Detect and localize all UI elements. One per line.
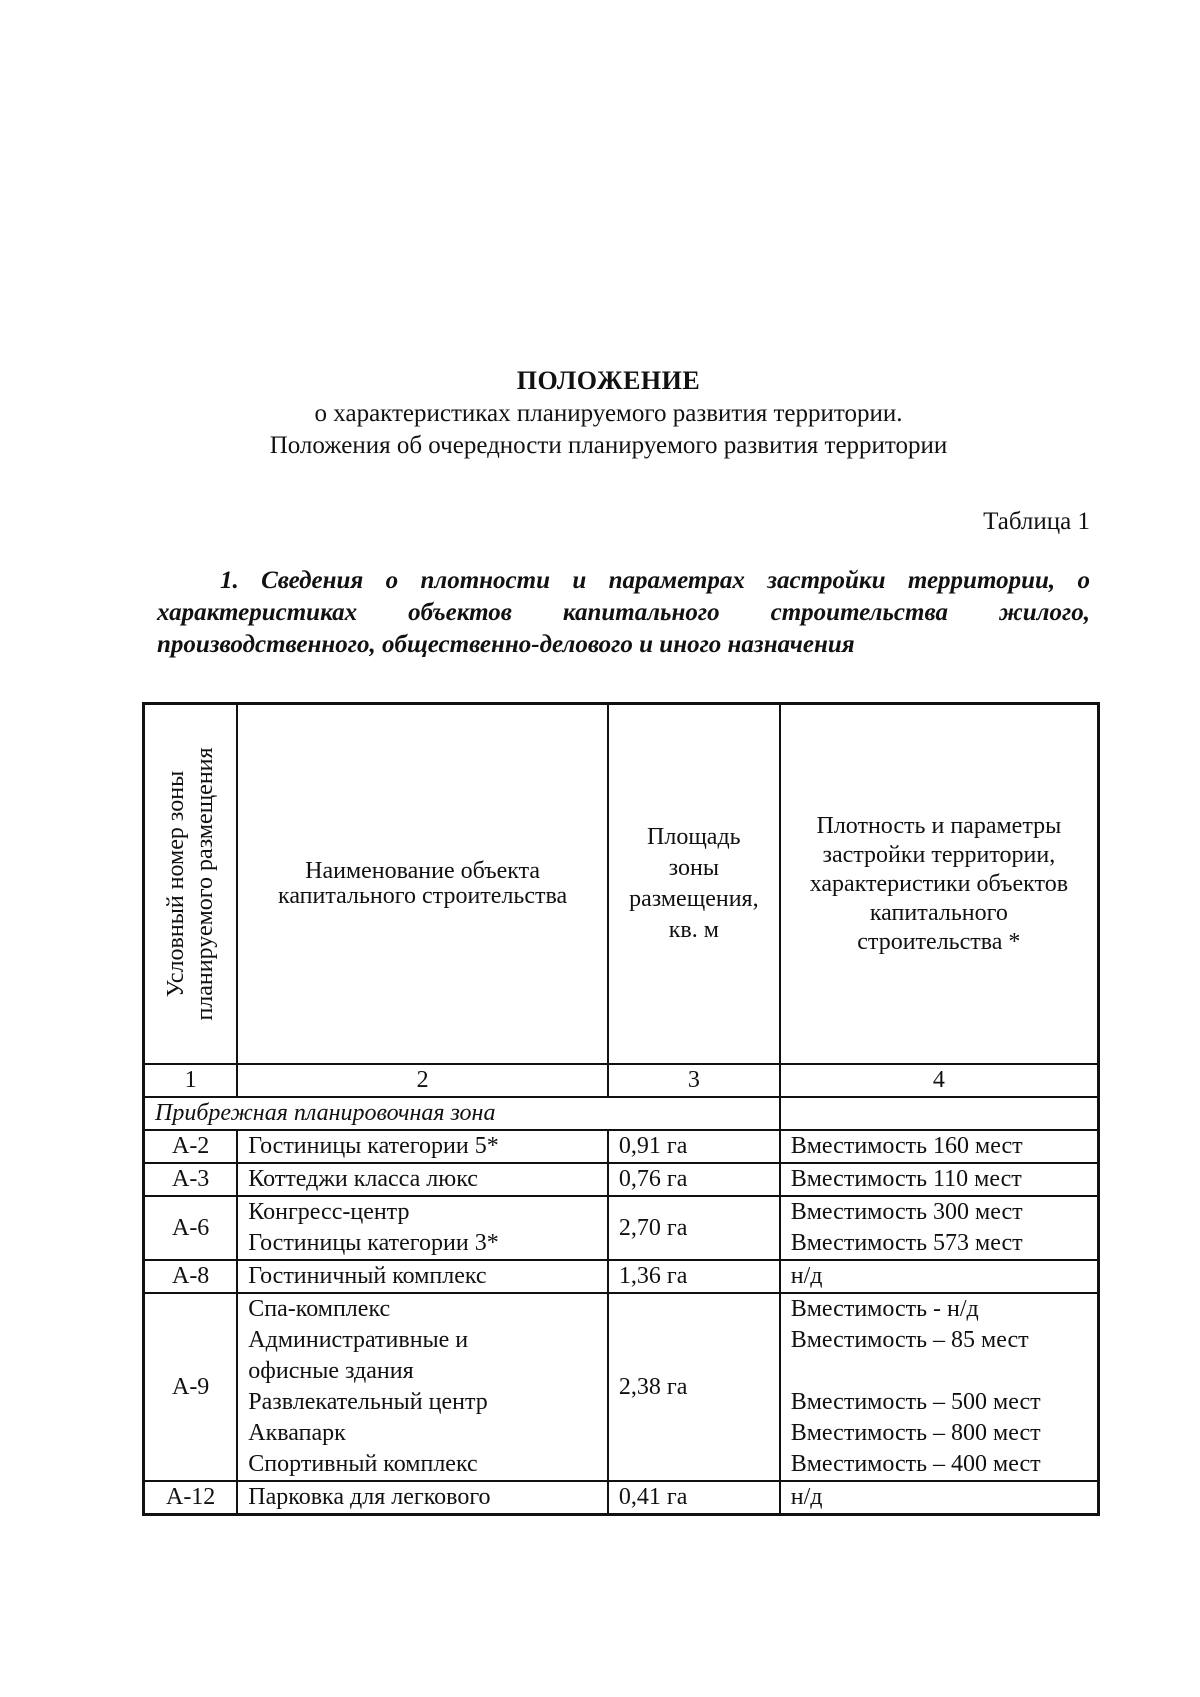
object-parameters-line: Вместимость – 800 мест (790, 1420, 1041, 1446)
header-parameters-l1: Плотность и параметры (816, 812, 1062, 839)
zone-code: А-6 (144, 1196, 238, 1260)
header-zone-number (144, 704, 238, 1065)
column-number: 4 (780, 1064, 1099, 1097)
object-name-line: Спа-комплекс (248, 1296, 391, 1322)
zone-code: А-9 (144, 1293, 238, 1481)
object-name-line: Аквапарк (248, 1420, 346, 1446)
zone-area: 1,36 га (608, 1260, 780, 1293)
column-numbers-row (144, 1064, 1099, 1097)
object-parameters-line: Вместимость 573 мест (790, 1230, 1023, 1256)
object-name: Гостиничный комплекс (237, 1260, 608, 1293)
zone-area: 2,38 га (608, 1293, 780, 1481)
object-parameters-line: Вместимость - н/д (790, 1296, 979, 1322)
section-heading-line2: характеристиках объектов капитального строительства жилого, (157, 599, 1090, 626)
object-name (237, 1293, 608, 1481)
table-row (144, 1260, 1099, 1293)
header-parameters-l2: застройки территории, (822, 841, 1056, 868)
header-parameters-l4: капитального (869, 899, 1008, 926)
object-name-line: офисные здания (248, 1358, 414, 1384)
table-row (144, 1130, 1099, 1163)
object-parameters (780, 1293, 1099, 1481)
object-name: Парковка для легкового (237, 1481, 608, 1515)
zone-area: 0,91 га (608, 1130, 780, 1163)
header-area-l1: Площадь (647, 824, 741, 850)
header-area-l3: размещения, (629, 886, 759, 912)
zone-area: 0,76 га (608, 1163, 780, 1196)
header-parameters-l3: характеристики объектов (809, 870, 1069, 897)
table-row (144, 1163, 1099, 1196)
table-label: Таблица 1 (983, 508, 1090, 535)
parameters-table (142, 702, 1100, 1516)
object-parameters-line: Вместимость – 500 мест (790, 1389, 1041, 1415)
object-parameters-gap (791, 1356, 1087, 1387)
object-parameters-line: Вместимость – 400 мест (790, 1451, 1041, 1477)
object-parameters-line: Вместимость 300 мест (790, 1199, 1023, 1225)
object-parameters-line: Вместимость – 85 мест (790, 1327, 1029, 1353)
header-object-name (237, 704, 608, 1065)
zone-code: А-3 (144, 1163, 238, 1196)
zone-row (144, 1097, 1099, 1130)
zone-area: 0,41 га (608, 1481, 780, 1515)
object-name-line: Административные и (248, 1327, 469, 1353)
header-area-l2: зоны (668, 855, 719, 881)
zone-code: А-12 (144, 1481, 238, 1515)
object-parameters: Вместимость 160 мест (780, 1130, 1099, 1163)
column-number: 1 (144, 1064, 238, 1097)
header-parameters-l5: строительства * (857, 928, 1021, 955)
table-header-row (144, 704, 1099, 1065)
column-number: 3 (608, 1064, 780, 1097)
header-zone-number-line1: Условный номер зоны (162, 770, 189, 998)
object-parameters: н/д (780, 1260, 1099, 1293)
object-name: Гостиницы категории 5* (237, 1130, 608, 1163)
table-row (144, 1481, 1099, 1515)
column-number: 2 (237, 1064, 608, 1097)
section-heading-line3: производственного, общественно-делового и иного назначения (157, 631, 855, 658)
zone-code: А-2 (144, 1130, 238, 1163)
header-parameters (780, 704, 1099, 1065)
header-object-name-text: Наименование объекта капитального строительства (278, 858, 568, 909)
object-name-line: Развлекательный центр (248, 1389, 488, 1415)
header-area (608, 704, 780, 1065)
header-area-l4: кв. м (668, 917, 719, 943)
object-name (237, 1196, 608, 1260)
object-parameters (780, 1196, 1099, 1260)
object-name: Коттеджи класса люкс (237, 1163, 608, 1196)
section-heading (157, 565, 1090, 661)
header-zone-number-line2: планируемого размещения (191, 747, 218, 1021)
document-subtitle-line1: о характеристиках планируемого развития территории. (314, 400, 903, 427)
object-name-line: Спортивный комплекс (248, 1451, 478, 1477)
object-name-line: Конгресс-центр (248, 1199, 410, 1225)
object-name-line: Гостиницы категории 3* (248, 1230, 499, 1256)
document-subtitle-line2: Положения об очередности планируемого развития территории (269, 432, 948, 459)
zone-empty-cell (780, 1097, 1099, 1130)
object-parameters: н/д (780, 1481, 1099, 1515)
object-parameters: Вместимость 110 мест (780, 1163, 1099, 1196)
zone-code: А-8 (144, 1260, 238, 1293)
table-row (144, 1196, 1099, 1260)
table-row (144, 1293, 1099, 1481)
section-heading-line1: 1. Сведения о плотности и параметрах застройки территории, о (220, 567, 1090, 594)
zone-name: Прибрежная планировочная зона (144, 1097, 780, 1130)
zone-area: 2,70 га (608, 1196, 780, 1260)
document-title: ПОЛОЖЕНИЕ (516, 366, 701, 395)
